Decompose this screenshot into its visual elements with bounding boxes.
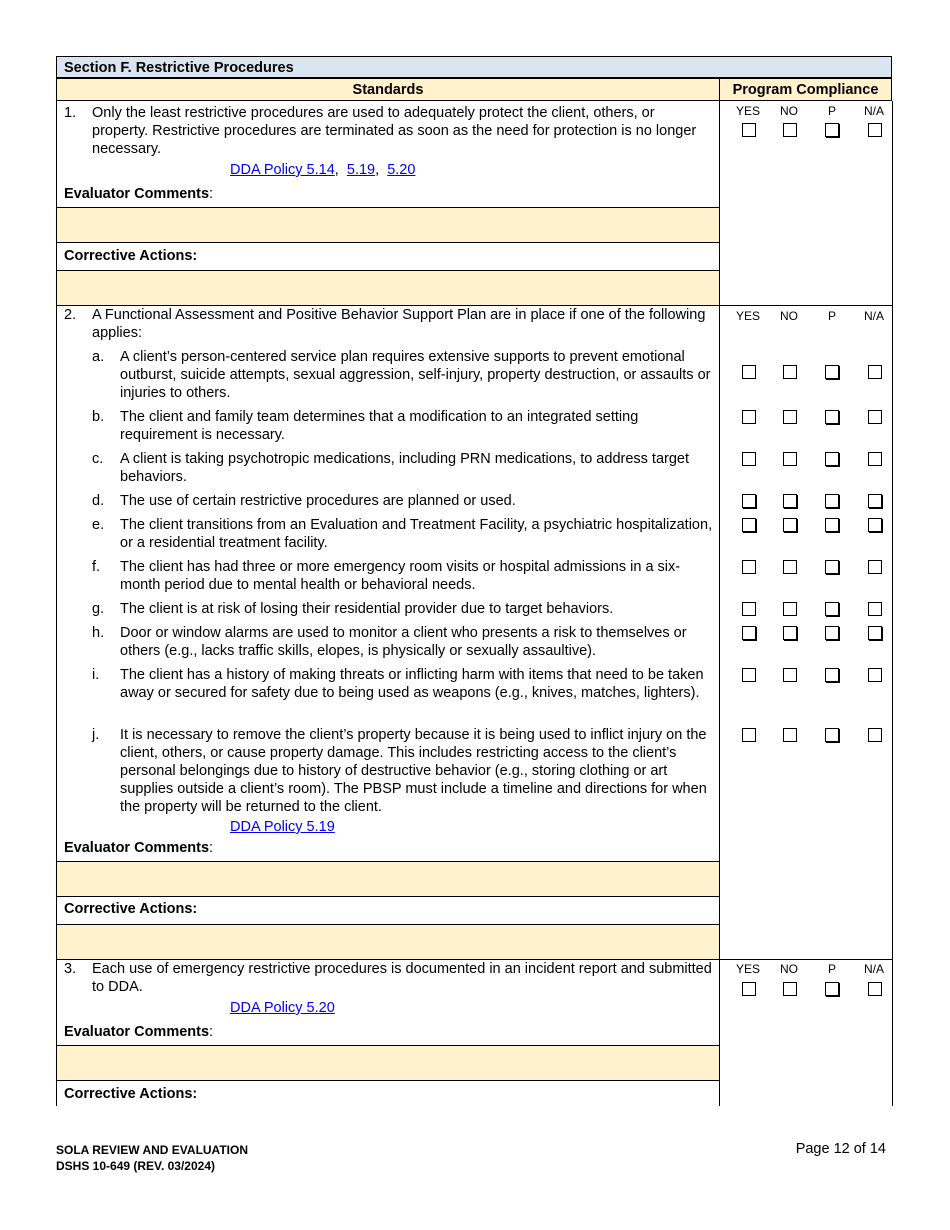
footer-form-number: DSHS 10-649 (REV. 03/2024) [56,1159,215,1173]
col-no: NO [780,962,798,976]
separator: , [375,162,380,178]
item1-text: Only the least restrictive procedures are used to adequately protect the client, others, or property. Restrictive procedures are terminated as soon as the need for protection is no longer necessary. [92,105,697,157]
checkbox-no[interactable] [783,410,797,424]
sub-c-letter: c. [92,451,104,467]
policy-link-5-20[interactable]: DDA Policy 5.20 [230,1000,335,1016]
divider [56,242,719,243]
sub-i-letter: i. [92,667,100,683]
item3-evaluator-label [64,1023,213,1041]
sub-i-text: The client has a history of making threats or inflicting harm with items that need to be taken away or secured for safety due to being used as weapons (e.g., knives, matches, lighters). [120,667,704,701]
checkbox-na[interactable] [868,602,882,616]
col-p: P [827,962,836,976]
separator: , [334,162,339,178]
col-no: NO [780,309,798,323]
item1-number: 1. [64,105,77,121]
item2-evaluator-label [64,839,213,857]
item2-evaluator-field[interactable] [57,862,719,896]
item2-corrective-label: Corrective Actions: [64,901,198,917]
compliance-header: Program Compliance [732,82,879,98]
checkbox-no[interactable] [783,365,797,379]
sub-h-letter: h. [92,625,105,641]
col-yes: YES [735,962,760,976]
checkbox-yes[interactable] [742,982,756,996]
checkbox-yes[interactable] [742,494,756,508]
checkbox-na[interactable] [868,123,882,137]
sub-f-letter: f. [92,559,101,575]
checkbox-yes[interactable] [742,602,756,616]
table-border-right [892,101,893,1106]
sub-d-text: The use of certain restrictive procedures are planned or used. [120,493,516,509]
divider [56,1080,719,1081]
checkbox-p[interactable] [825,365,839,379]
checkbox-no[interactable] [783,982,797,996]
table-border-left [56,101,57,1106]
checkbox-p[interactable] [825,410,839,424]
table-divider [719,101,720,1106]
item3-evaluator-field[interactable] [57,1046,719,1080]
item3-text: Each use of emergency restrictive procedures is documented in an incident report and submitted to DDA. [92,961,712,995]
checkbox-yes[interactable] [742,626,756,640]
sub-d-letter: d. [92,493,105,509]
checkbox-p[interactable] [825,602,839,616]
checkbox-no[interactable] [783,452,797,466]
item1-evaluator-field[interactable] [57,208,719,242]
item3-policy-links [230,999,335,1017]
checkbox-yes[interactable] [742,410,756,424]
sub-b-text: The client and family team determines that a modification to an integrated setting requirement is necessary. [120,409,639,443]
checkbox-yes[interactable] [742,518,756,532]
sub-g-letter: g. [92,601,105,617]
sub-b-letter: b. [92,409,105,425]
checkbox-no[interactable] [783,626,797,640]
col-yes: YES [735,104,760,118]
checkbox-na[interactable] [868,728,882,742]
checkbox-p[interactable] [825,518,839,532]
policy-link-5-19[interactable]: 5.19 [346,162,376,178]
col-na: N/A [863,309,884,323]
col-yes: YES [735,309,760,323]
evaluator-label-text: Evaluator Comments [64,1024,210,1040]
checkbox-no[interactable] [783,728,797,742]
checkbox-no[interactable] [783,494,797,508]
sub-g-text: The client is at risk of losing their residential provider due to target behaviors. [120,601,614,617]
checkbox-na[interactable] [868,365,882,379]
policy-link-5-20[interactable]: 5.20 [387,162,416,178]
standards-header: Standards [57,79,720,100]
checkbox-p[interactable] [825,982,839,996]
checkbox-na[interactable] [868,452,882,466]
sub-a-text: A client’s person-centered service plan requires extensive supports to prevent emotional outburst, suicide attempts, sexual aggression, self-injury, property destruction, or assaults or injuries to others. [120,349,711,401]
checkbox-na[interactable] [868,494,882,508]
checkbox-no[interactable] [783,602,797,616]
divider [56,924,719,925]
sub-j-letter: j. [92,727,100,743]
checkbox-p[interactable] [825,560,839,574]
checkbox-yes[interactable] [742,452,756,466]
divider [56,207,719,208]
col-na: N/A [863,104,884,118]
policy-link-5-19[interactable]: DDA Policy 5.19 [230,819,335,835]
item2-number: 2. [64,307,77,323]
checkbox-yes[interactable] [742,560,756,574]
checkbox-p[interactable] [825,668,839,682]
footer-form-title: SOLA REVIEW AND EVALUATION [56,1143,248,1157]
sub-f-text: The client has had three or more emergency room visits or hospital admissions in a six-month period due to mental health or behavioral needs. [120,559,681,593]
section-title: Section F. Restrictive Procedures [56,56,892,78]
item2-text: A Functional Assessment and Positive Behavior Support Plan are in place if one of the following applies: [92,307,706,341]
sub-j-text: It is necessary to remove the client’s property because it is being used to inflict injury on the client, others, or cause property damage. This includes restricting access to the client’s personal belongings due to history of destructive behavior (e.g., storing clothing or art supplies outside a client’s room). The PBSP must include a timeline and directions for when the property will be returned to the client. [120,727,707,815]
checkbox-na[interactable] [868,982,882,996]
divider [56,270,719,271]
checkbox-no[interactable] [783,518,797,532]
checkbox-p[interactable] [825,123,839,137]
col-no: NO [780,104,798,118]
sub-h-text: Door or window alarms are used to monitor a client who presents a risk to themselves or others (e.g., lacks traffic skills, elopes, is physically or sexually assaultive). [120,625,687,659]
item1-evaluator-label [64,185,213,203]
checkbox-yes[interactable] [742,365,756,379]
checkbox-no[interactable] [783,560,797,574]
col-p: P [827,309,836,323]
item1-corrective-label: Corrective Actions: [64,248,198,264]
colon: : [209,840,214,856]
divider [56,896,719,897]
colon: : [209,1024,214,1040]
checkbox-no[interactable] [783,668,797,682]
checkbox-p[interactable] [825,494,839,508]
checkbox-na[interactable] [868,668,882,682]
item3-number: 3. [64,961,77,977]
col-p: P [827,104,836,118]
policy-link-5-14[interactable]: DDA Policy 5.14 [230,162,335,178]
evaluator-label-text: Evaluator Comments [64,840,210,856]
checkbox-na[interactable] [868,518,882,532]
checkbox-yes[interactable] [742,668,756,682]
page-number: Page 12 of 14 [795,1141,886,1157]
checkbox-na[interactable] [868,560,882,574]
sub-a-letter: a. [92,349,105,365]
divider [56,861,719,862]
checkbox-na[interactable] [868,410,882,424]
checkbox-na[interactable] [868,626,882,640]
col-na: N/A [863,962,884,976]
item3-corrective-label: Corrective Actions: [64,1086,198,1102]
sub-c-text: A client is taking psychotropic medications, including PRN medications, to address target behaviors. [120,451,690,485]
item1-corrective-field[interactable] [57,271,719,305]
sub-e-letter: e. [92,517,105,533]
checkbox-p[interactable] [825,728,839,742]
item2-corrective-field[interactable] [57,925,719,959]
column-header-row [56,78,892,101]
evaluator-label-text: Evaluator Comments [64,186,210,202]
checkbox-p[interactable] [825,452,839,466]
checkbox-yes[interactable] [742,728,756,742]
item2-policy-links [230,818,335,836]
checkbox-p[interactable] [825,626,839,640]
sub-e-text: The client transitions from an Evaluation and Treatment Facility, a psychiatric hospitalization, or a residential treatment facility. [120,517,713,551]
checkbox-yes[interactable] [742,123,756,137]
item1-policy-links [230,161,415,179]
checkbox-no[interactable] [783,123,797,137]
colon: : [209,186,214,202]
divider [56,1045,719,1046]
